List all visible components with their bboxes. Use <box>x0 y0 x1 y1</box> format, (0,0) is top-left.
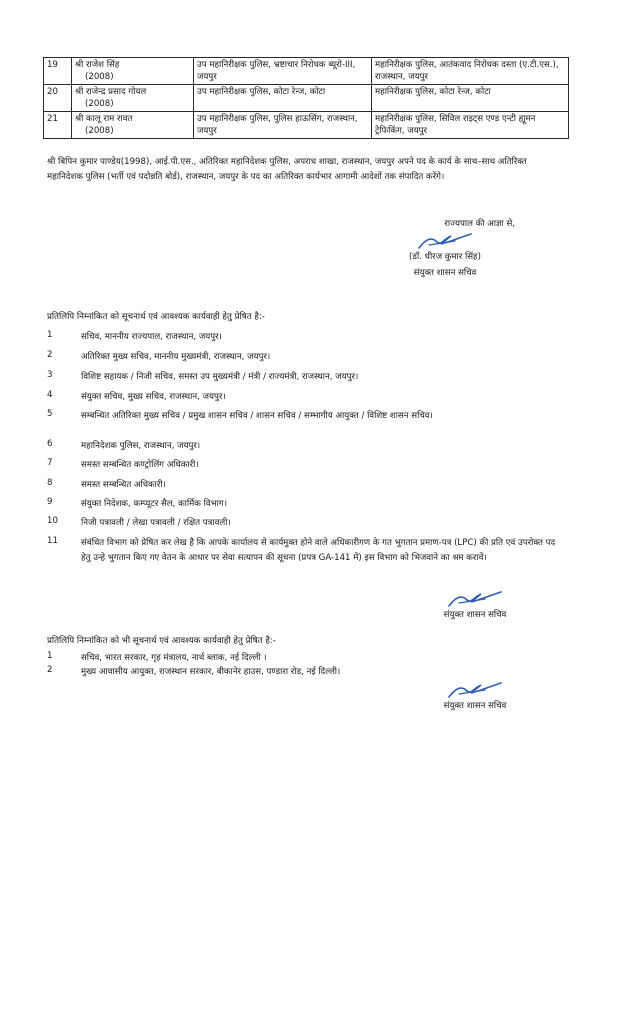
current-post: उप महानिरीक्षक पुलिस, भ्रष्टाचार निरोधक ब्यूरो-III, जयपुर <box>194 58 372 85</box>
transfer-table <box>43 57 569 139</box>
item-number: 3 <box>47 370 53 380</box>
item-number: 11 <box>47 536 58 546</box>
officer-name: श्री राजेश सिंह <box>75 60 120 70</box>
serial-number: 21 <box>44 112 72 139</box>
serial-number: 20 <box>44 85 72 112</box>
item-text: संबंधित विभाग को प्रेषित कर लेख है कि आपके कार्यालय से कार्यमुक्त होने वाले अधिकारीगण के गत भुगतान प्रमाण-पत्र (LPC) की प्रति एवं उपरोक्त पद हेतु उन्हे भुगतान किए गए वेतन के आधार पर सेवा सत्यापन की सूचना (प्रपत्र GA-141 में) इस विभाग को भिजवाने का श्रम करावें। <box>81 538 556 563</box>
item-number: 4 <box>47 390 53 400</box>
copy-list-1-signature-block <box>420 588 530 621</box>
copy-list-2-signature-block <box>420 679 530 712</box>
officer-name: श्री राजेन्द्र प्रसाद गोयल <box>75 87 147 97</box>
item-text: विशिष्ट सहायक / निजी सचिव, समस्त उप मुख्यमंत्री / मंत्री / राज्यमंत्री, राजस्थान, जयपुर। <box>81 372 359 382</box>
officer-cell <box>72 58 194 85</box>
item-text: निजी पत्रावली / लेखा पत्रावली / रक्षित पत्रावली। <box>81 518 231 528</box>
item-text: मुख्य आवासीय आयुक्त, राजस्थान सरकार, बीकानेर हाउस, पण्डारा रोड, नई दिल्ली। <box>81 667 341 677</box>
by-order-text: राज्यपाल की आज्ञा से, <box>444 219 515 229</box>
item-text: सम्बन्धित अतिरिक्त मुख्य सचिव / प्रमुख शासन सचिव / शासन सचिव / सम्भागीय आयुक्त / विशिष्ट शासन सचिव। <box>81 411 433 421</box>
additional-charge-paragraph: श्री बिपिन कुमार पाण्डेय(1998), आई.पी.एस., अतिरिक्त महानिदेशक पुलिस, अपराध शाखा, राजस्थान, जयपुर अपने पद के कार्य के साथ–साथ अतिरिक्त महानिदेशक पुलिस (भर्ती एवं पदोन्नति बोर्ड), राजस्थान, जयपुर के पद का अतिरिक्त कार्यभार आगामी आदेशों तक संपादित करेंगे। <box>47 157 527 182</box>
signature-mark <box>415 230 475 252</box>
current-post: उप महानिरीक्षक पुलिस, कोटा रेन्ज, कोटा <box>194 85 372 112</box>
copy-list-1 <box>47 330 567 590</box>
item-number: 2 <box>47 665 53 675</box>
item-text: समस्त सम्बन्धित अधिकारी। <box>81 480 166 490</box>
officer-batch: (2008) <box>85 72 114 82</box>
new-post: महानिरीक्षक पुलिस, सिविल राइट्स एण्ड एन्टी ह्यूमन ट्रेफिकिंग, जयपुर <box>372 112 569 139</box>
item-number: 9 <box>47 497 53 507</box>
signatory-designation: संयुक्त शासन सचिव <box>443 610 507 620</box>
item-text: सचिव, भारत सरकार, गृह मंत्रालय, नार्थ ब्लाक, नई दिल्ली । <box>81 653 267 663</box>
item-text: समस्त सम्बन्धित कण्ट्रोलिंग अधिकारी। <box>81 460 199 470</box>
new-post: महानिरीक्षक पुलिस, आतंकवाद निरोधक दस्ता (ए.टी.एस.), राजस्थान, जयपुर <box>372 58 569 85</box>
officer-batch: (2008) <box>85 126 114 136</box>
designation: संयुक्त शासन सचिव <box>413 268 477 279</box>
table-row <box>44 58 569 85</box>
item-number: 6 <box>47 439 53 449</box>
item-number: 1 <box>47 651 53 661</box>
officer-batch: (2008) <box>85 99 114 109</box>
signature-mark <box>445 588 505 610</box>
table-row <box>44 112 569 139</box>
officer-cell <box>72 85 194 112</box>
table-row <box>44 85 569 112</box>
item-number: 1 <box>47 330 53 340</box>
copy-list-1-intro: प्रतिलिपि निम्नांकित को सूचनार्थ एवं आवश्यक कार्यवाही हेतु प्रेषित है:- <box>47 312 265 322</box>
item-number: 2 <box>47 350 53 360</box>
item-number: 5 <box>47 409 53 419</box>
item-text: संयुक्त निदेशक, कम्प्यूटर सैल, कार्मिक विभाग। <box>81 499 227 509</box>
item-number: 8 <box>47 478 53 488</box>
item-text: अतिरिक्त मुख्य सचिव, माननीय मुख्यमंत्री, राजस्थान, जयपुर। <box>81 352 271 362</box>
current-post: उप महानिरीक्षक पुलिस, पुलिस हाऊसिंग, राजस्थान, जयपुर <box>194 112 372 139</box>
item-number: 7 <box>47 458 53 468</box>
item-text: सचिव, माननीय राज्यपाल, राजस्थान, जयपुर। <box>81 332 222 342</box>
copy-list-2-intro: प्रतिलिपि निम्नांकित को भी सूचनार्थ एवं आवश्यक कार्यवाही हेतु प्रेषित है:- <box>47 636 276 646</box>
new-post: महानिरीक्षक पुलिस, कोटा रेन्ज, कोटा <box>372 85 569 112</box>
officer-name-signature: (डॉ. धीरज कुमार सिंह) <box>409 252 481 263</box>
item-number: 10 <box>47 516 58 526</box>
serial-number: 19 <box>44 58 72 85</box>
signatory-designation: संयुक्त शासन सचिव <box>443 701 507 711</box>
signature-mark <box>445 679 505 701</box>
officer-name: श्री कालू राम रावत <box>75 114 133 124</box>
officer-cell <box>72 112 194 139</box>
item-text: महानिदेशक पुलिस, राजस्थान, जयपुर। <box>81 441 201 451</box>
order-signature-block <box>370 219 520 280</box>
item-text: संयुक्त सचिव, मुख्य सचिव, राजस्थान, जयपुर। <box>81 392 226 402</box>
